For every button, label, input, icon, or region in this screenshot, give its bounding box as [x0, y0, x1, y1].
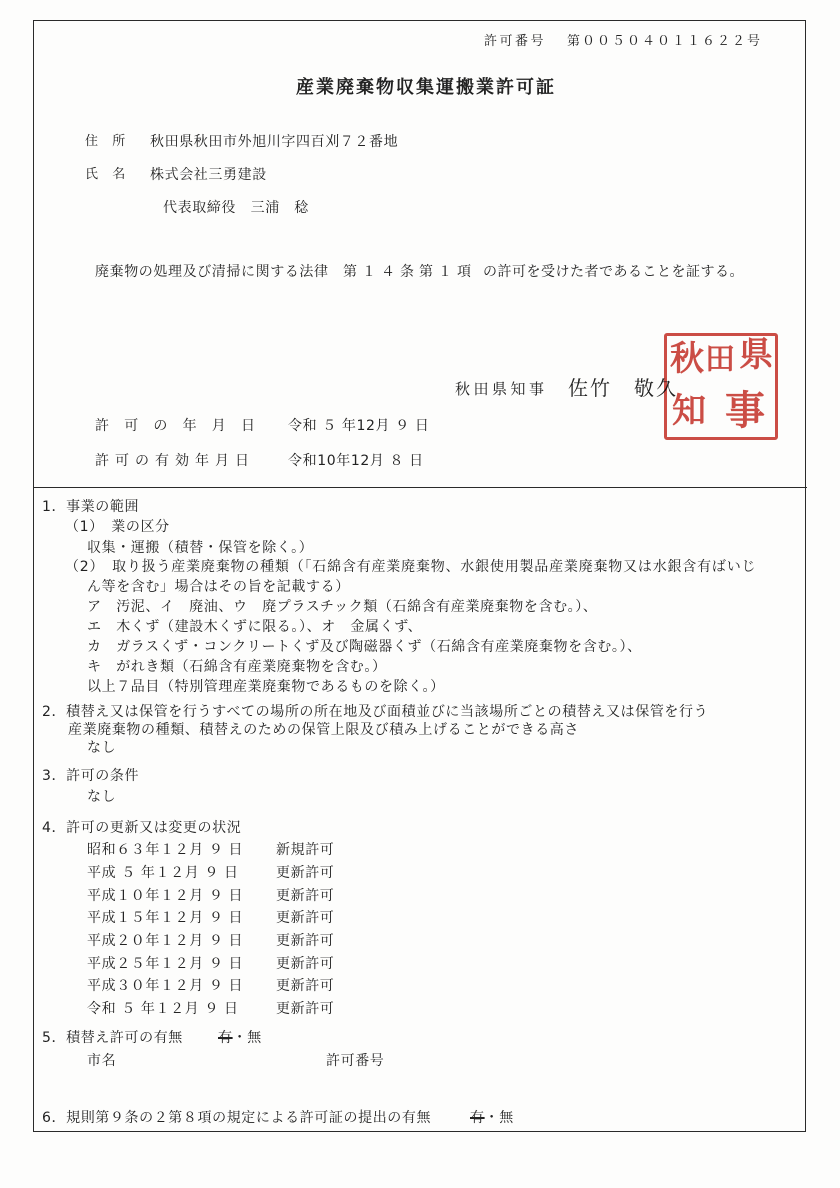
representative: 代表取締役 三浦 稔	[163, 200, 309, 216]
address-label: 住 所	[85, 134, 126, 149]
history-date: 令和 ５ 年１２月 ９ 日	[87, 1001, 239, 1017]
history-date: 平成１５年１２月 ９ 日	[87, 910, 244, 926]
history-status: 更新許可	[276, 956, 335, 972]
seal-char: 事	[725, 387, 765, 434]
option-no: 無	[247, 1030, 262, 1046]
company-name: 株式会社三勇建設	[150, 167, 267, 183]
seal-char: 知	[672, 391, 706, 431]
section4-heading: 4．許可の更新又は変更の状況	[42, 820, 242, 836]
history-date: 平成 ５ 年１２月 ９ 日	[87, 865, 239, 881]
section6-options	[470, 1110, 514, 1126]
address-value: 秋田県秋田市外旭川字四百刈７２番地	[150, 134, 399, 150]
waste-type-item: ア 汚泥、イ 廃油、ウ 廃プラスチック類（石綿含有産業廃棄物を含む。）、	[87, 599, 598, 615]
section6-heading: 6．規則第９条の２第８項の規定による許可証の提出の有無	[42, 1110, 432, 1126]
waste-type-item: エ 木くず（建設木くずに限る。）、オ 金属くず、	[87, 619, 423, 635]
valid-date-label: 許可の有効年月日	[95, 453, 255, 469]
section-divider	[33, 487, 807, 488]
section1-sub2-heading-line1: （2） 取り扱う産業廃棄物の種類（「石綿含有産業廃棄物、水銀使用製品産業廃棄物又は水銀含有ばいじ	[65, 559, 757, 575]
option-separator: ・	[232, 1030, 248, 1046]
seal-char: 秋	[670, 339, 704, 379]
section3-heading: 3．許可の条件	[42, 768, 140, 784]
seal-char: 田	[705, 342, 735, 377]
issuer-title: 秋田県知事	[455, 380, 548, 398]
issuer-name: 佐竹 敬久	[568, 376, 678, 400]
section1-sub1-heading: （1） 業の区分	[65, 519, 170, 535]
section5-heading: 5．積替え許可の有無	[42, 1030, 183, 1046]
waste-type-item: カ ガラスくず・コンクリートくず及び陶磁器くず（石綿含有産業廃棄物を含む。）、	[87, 639, 642, 655]
history-status: 更新許可	[276, 1001, 335, 1017]
official-seal	[664, 333, 778, 440]
history-date: 平成２５年１２月 ９ 日	[87, 956, 244, 972]
issued-date-label: 許 可 の 年 月 日	[95, 418, 256, 434]
issued-date-value: 令和 ５ 年12月 ９ 日	[288, 418, 430, 434]
law-article: 第１４条第１項	[343, 264, 476, 280]
section2-body: なし	[87, 740, 117, 756]
history-status: 更新許可	[276, 888, 335, 904]
history-status: 更新許可	[276, 910, 335, 926]
history-status: 更新許可	[276, 865, 335, 881]
history-date: 平成１０年１２月 ９ 日	[87, 888, 244, 904]
option-yes-struck: 有	[470, 1110, 485, 1126]
history-status: 新規許可	[276, 842, 335, 858]
seal-char: 県	[739, 335, 773, 375]
section1-sub1-body: 収集・運搬（積替・保管を除く。）	[87, 540, 314, 556]
permit-number-value: 第００５０４０１１６２２号	[567, 34, 763, 49]
document-title: 産業廃棄物収集運搬業許可証	[296, 77, 556, 98]
option-yes-struck: 有	[218, 1030, 233, 1046]
certification-statement: の許可を受けた者であることを証する。	[483, 264, 744, 280]
option-no: 無	[499, 1110, 514, 1126]
section2-heading-line2: 産業廃棄物の種類、積替えのための保管上限及び積み上げることができる高さ	[68, 722, 579, 738]
law-name: 廃棄物の処理及び清掃に関する法律	[95, 264, 329, 280]
permit-number-label: 許可番号	[484, 34, 547, 49]
waste-type-summary: 以上７品目（特別管理産業廃棄物であるものを除く。）	[87, 679, 445, 695]
history-date: 昭和６３年１２月 ９ 日	[87, 842, 244, 858]
history-date: 平成３０年１２月 ９ 日	[87, 978, 244, 994]
waste-type-item: キ がれき類（石綿含有産業廃棄物を含む。）	[87, 659, 387, 675]
name-label: 氏 名	[85, 167, 126, 182]
history-status: 更新許可	[276, 933, 335, 949]
section1-heading: 1．事業の範囲	[42, 499, 140, 515]
section2-heading-line1: 2．積替え又は保管を行うすべての場所の所在地及び面積並びに当該場所ごとの積替え又は保管を行う	[42, 704, 709, 720]
history-status: 更新許可	[276, 978, 335, 994]
history-date: 平成２０年１２月 ９ 日	[87, 933, 244, 949]
valid-date-value: 令和10年12月 ８ 日	[288, 453, 424, 469]
city-label: 市名	[87, 1053, 117, 1069]
section5-options	[218, 1030, 262, 1046]
transfer-permit-number-label: 許可番号	[326, 1053, 385, 1069]
option-separator: ・	[484, 1110, 500, 1126]
section1-sub2-heading-line2: ん等を含む」場合はその旨を記載する）	[87, 579, 350, 595]
section3-body: なし	[87, 789, 117, 805]
